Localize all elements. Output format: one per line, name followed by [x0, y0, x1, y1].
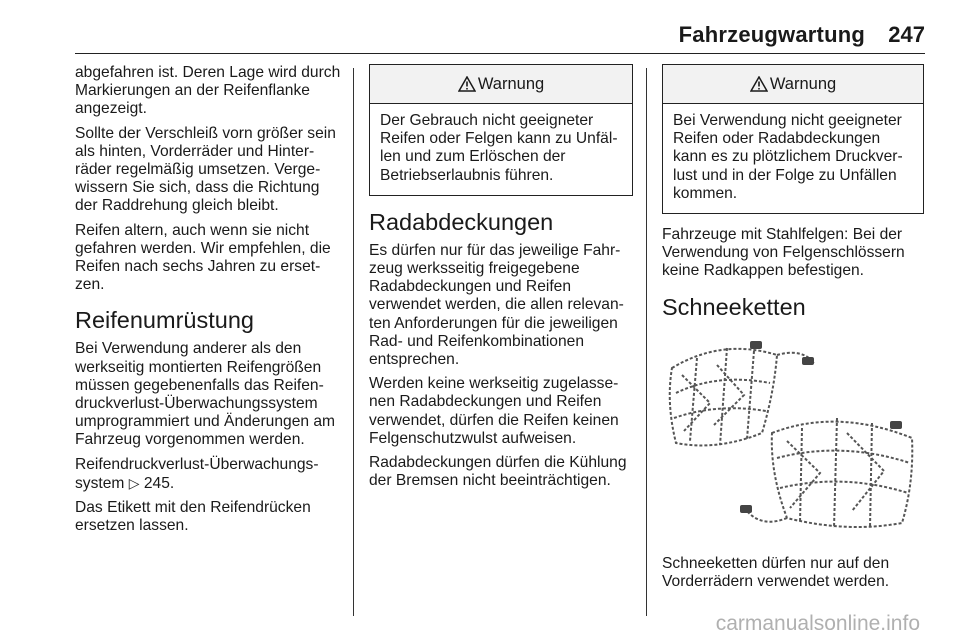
caption: Schneeketten dürfen nur auf den Vorderrädern verwendet werden. [662, 554, 890, 590]
warning-icon [458, 76, 476, 92]
xref-text: Reifendruckverlust-Überwachungssystem [75, 455, 319, 492]
paragraph: Bei Verwendung anderer als den werkseitig montierten Reifengrößen müssen gegebenenfalls das Reifendruckverlust-Überwachungssystem umprogrammiert und Änderungen am Fahrzeug vorgenommen werden. [75, 340, 336, 449]
paragraph: abgefahren ist. Deren Lage wird durch Markierungen an der Reifenflanke angezeigt. [75, 64, 341, 118]
column-1 [75, 64, 343, 541]
paragraph-xref [75, 456, 343, 493]
column-divider [353, 68, 354, 616]
paragraph: Reifen altern, auch wenn sie nicht gefahren werden. Wir empfehlen, die Reifen nach sechs Jahren zu ersetzen. [75, 221, 331, 294]
warning-box [662, 64, 924, 214]
warning-header [663, 65, 923, 104]
warning-text: Der Gebrauch nicht geeigneter Reifen oder Felgen kann zu Unfällen und zum Erlöschen der Betriebserlaubnis führen. [380, 112, 618, 184]
heading-reifenumruestung: Reifenumrüstung [75, 307, 254, 334]
warning-icon [750, 76, 768, 92]
section-title: Fahrzeugwartung [678, 22, 865, 47]
column-3 [662, 64, 924, 597]
cross-reference-arrow-icon[interactable]: ▷ [128, 474, 140, 491]
warning-header [370, 65, 632, 104]
column-2 [369, 64, 633, 496]
heading-schneeketten: Schneeketten [662, 293, 806, 320]
heading-radabdeckungen: Radabdeckungen [369, 208, 554, 235]
page-number: 247 [888, 22, 925, 47]
warning-title: Warnung [769, 74, 837, 93]
warning-box [369, 64, 633, 196]
paragraph: Das Etikett mit den Reifendrücken ersetzen lassen. [75, 499, 311, 535]
snow-chain-icon [662, 333, 924, 538]
xref-page[interactable]: 245. [143, 474, 175, 492]
header-rule [75, 53, 925, 54]
paragraph: Radabdeckungen dürfen die Kühlung der Bremsen nicht beeinträchtigen. [369, 454, 627, 490]
paragraph: Sollte der Verschleiß vorn größer sein als hinten, Vorderräder und Hinterräder regelmäßig umsetzen. Vergewissern Sie sich, dass die Richtung der Raddrehung gleich bleibt. [75, 124, 336, 215]
paragraph: Es dürfen nur für das jeweilige Fahrzeug werksseitig freigegebene Radabdeckungen und Reifen verwendet werden, die allen relevanten Anforderungen für die jeweiligen Rad- und Reifenkombinationen entsprechen. [369, 241, 624, 369]
paragraph: Werden keine werkseitig zugelassenen Radabdeckungen und Reifen verwendet, dürfen die Reifen keinen Felgenschutzwulst aufweisen. [369, 375, 619, 447]
warning-text: Bei Verwendung nicht geeigneter Reifen oder Radabdeckungen kann es zu plötzlichem Druckverlust und in der Folge zu Unfällen kommen. [673, 112, 903, 202]
snow-chains-illustration [662, 333, 924, 543]
paragraph: Fahrzeuge mit Stahlfelgen: Bei der Verwendung von Felgenschlössern keine Radkappen befestigen. [662, 226, 905, 280]
column-divider [646, 68, 647, 616]
warning-title: Warnung [477, 74, 545, 93]
watermark: carmanualsonline.info [715, 612, 920, 635]
page-header [0, 0, 960, 56]
